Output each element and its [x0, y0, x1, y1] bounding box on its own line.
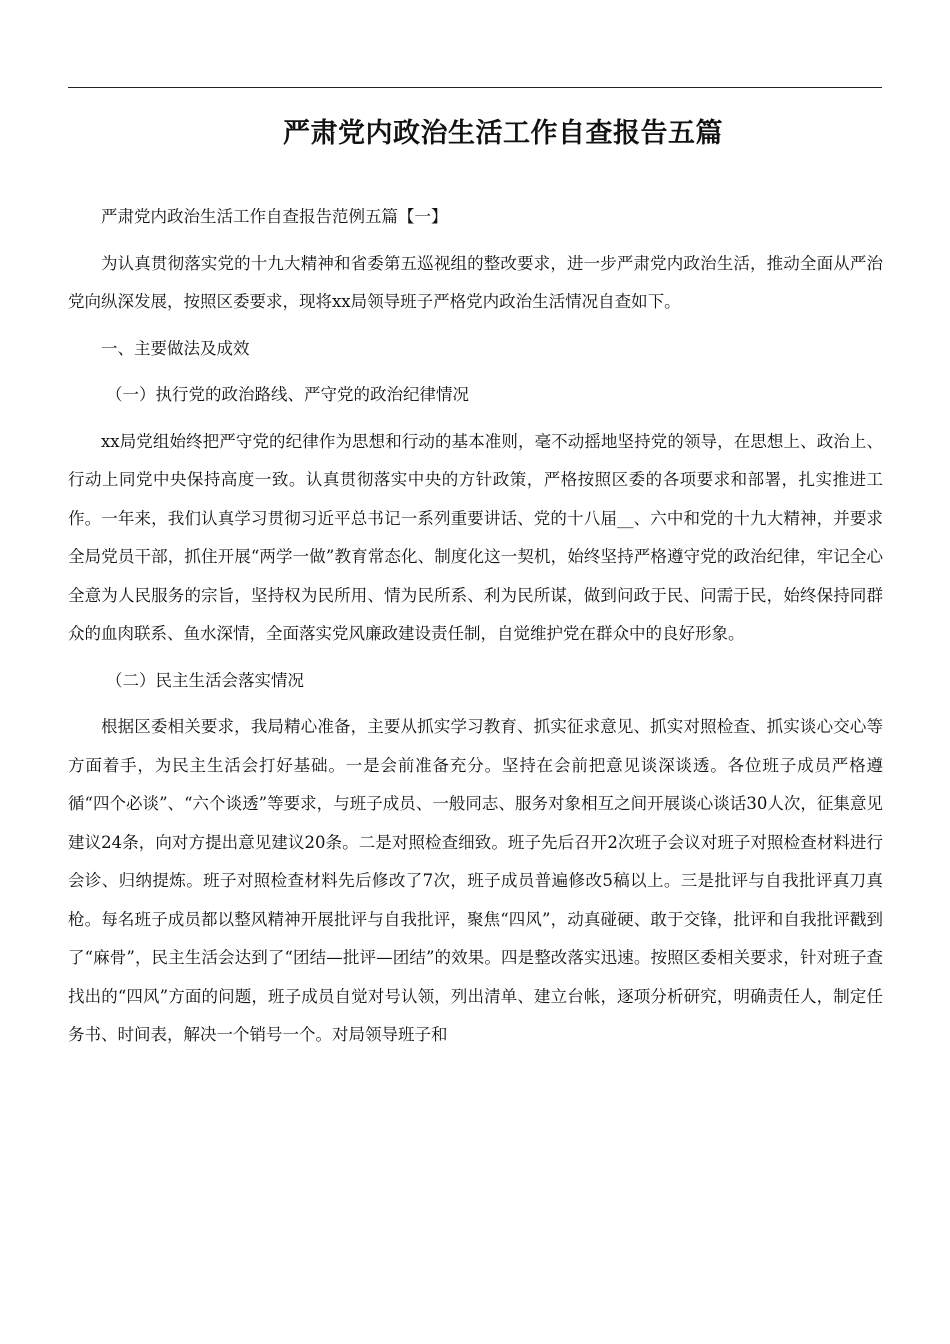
body-paragraph: xx局党组始终把严守党的纪律作为思想和行动的基本准则，毫不动摇地坚持党的领导，在思想上、政治上、行动上同党中央保持高度一致。认真贯彻落实中央的方针政策，严格按照区委的各项要求和部署，扎实推进工作。一年来，我们认真学习贯彻习近平总书记一系列重要讲话、党的十八届__、六中和党的十九大精神，并要求全局党员干部，抓住开展“两学一做”教育常态化、制度化这一契机，始终坚持严格遵守党的政治纪律，牢记全心全意为人民服务的宗旨，坚持权为民所用、情为民所系、利为民所谋，做到问政于民、问需于民，始终保持同群众的血肉联系、鱼水深情，全面落实党风廉政建设责任制，自觉维护党在群众中的良好形象。	[68, 431, 883, 643]
header-rule	[68, 87, 882, 88]
section-heading: 一、主要做法及成效	[101, 338, 250, 358]
document-body	[68, 198, 883, 1063]
subsection-heading: （二）民主生活会落实情况	[105, 670, 304, 690]
document-title: 严肃党内政治生活工作自查报告五篇	[283, 118, 723, 150]
body-paragraph: 为认真贯彻落实党的十九大精神和省委第五巡视组的整改要求，进一步严肃党内政治生活，推动全面从严治党向纵深发展，按照区委要求，现将xx局领导班子严格党内政治生活情况自查如下。	[68, 253, 883, 311]
subsection-heading: （一）执行党的政治路线、严守党的政治纪律情况	[105, 385, 469, 404]
body-paragraph: 根据区委相关要求，我局精心准备，主要从抓实学习教育、抓实征求意见、抓实对照检查、抓实谈心交心等方面着手，为民主生活会打好基础。一是会前准备充分。坚持在会前把意见谈深谈透。各位班子成员严格遵循“四个必谈”、“六个谈透”等要求，与班子成员、一般同志、服务对象相互之间开展谈心谈话30人次，征集意见建议24条，向对方提出意见建议20条。二是对照检查细致。班子先后召开2次班子会议对班子对照检查材料进行会诊、归纳提炼。班子对照检查材料先后修改了7次，班子成员普遍修改5稿以上。三是批评与自我批评真刀真枪。每名班子成员都以整风精神开展批评与自我批评，聚焦“四风”，动真碰硬、敢于交锋，批评和自我批评戳到了“麻骨”，民主生活会达到了“团结—批评—团结”的效果。四是整改落实迅速。按照区委相关要求，针对班子查找出的“四风”方面的问题，班子成员自觉对号认领，列出清单、建立台帐，逐项分析研究，明确责任人，制定任务书、时间表，解决一个销号一个。对局领导班子和	[68, 717, 883, 1044]
intro-heading: 严肃党内政治生活工作自查报告范例五篇【一】	[101, 207, 448, 226]
